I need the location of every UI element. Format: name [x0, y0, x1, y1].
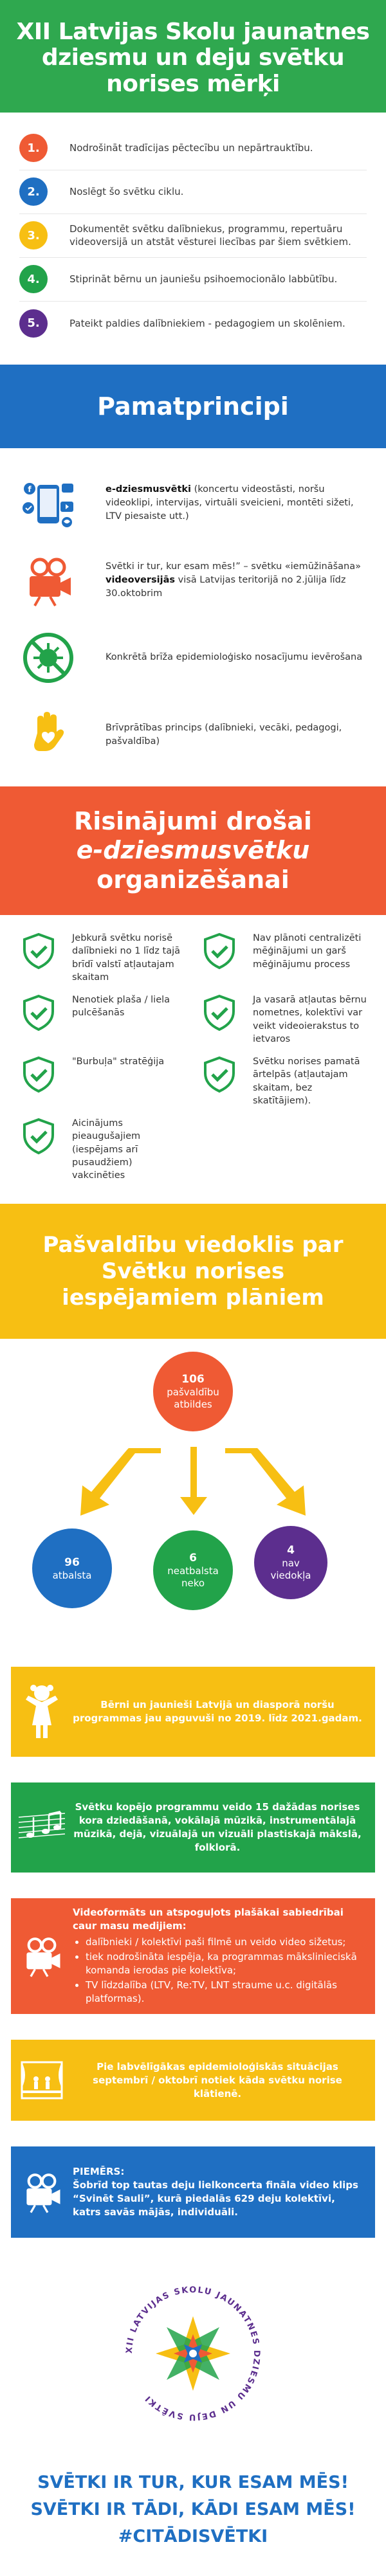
support-circle — [32, 1528, 112, 1608]
principles-section — [0, 365, 386, 786]
stage-icon — [11, 2060, 73, 2101]
no-opinion-label: nav viedokļa — [270, 1557, 311, 1582]
municipal-header — [0, 1204, 386, 1339]
goal-item-5 — [19, 302, 367, 345]
participants-band — [11, 1667, 375, 1757]
example-lead: PIEMĒRS: — [73, 2166, 125, 2178]
goal-text: Nodrošināt tradīcijas pēctecību un nepārtrauktību. — [69, 142, 313, 154]
shield-check-icon — [200, 932, 239, 970]
principle-item-3 — [19, 619, 363, 696]
goal-item-2 — [19, 170, 367, 214]
principle-bold: videoversijās — [106, 575, 176, 586]
solution-item-2 — [200, 932, 367, 984]
goal-number-badge: 3. — [19, 221, 48, 249]
example-text — [73, 2165, 375, 2219]
video-format-point: • tiek nodrošināta iespēja, ka programmas mākslinieciskā komanda ierodas pie kolektīva; — [86, 1950, 362, 1977]
principle-rest: visā Latvijas teritorijā no 2.jūlija līdz 30.oktobrim — [106, 575, 346, 599]
no-virus-icon — [19, 629, 77, 687]
principles-list — [0, 448, 386, 786]
video-format-point: • TV līdzdalība (LTV, Re:TV, LNT straume u.c. digitālās platformas). — [86, 1979, 362, 2006]
programme-text: Svētku kopējo programmu veido 15 dažādas norises kora dziedāšanā, vokālajā mūzikā, instrumentālajā mūzikā, dejā, vizuālajā un vizuāli plastiskajā mākslā, folklorā. — [73, 1801, 362, 1854]
solutions-title — [6, 807, 380, 895]
total-responses-circle — [153, 1352, 233, 1431]
support-label: atbalsta — [52, 1569, 92, 1581]
logo-ring-text: XII LATVIJAS SKOLU JAUNATNES DZIESMU UN DEJU SVĒTKI — [124, 2285, 262, 2422]
goals-section — [0, 0, 386, 365]
example-body: Šobrīd top tautas deju lielkoncerta fināla video klips “Svinēt Sauli”, kurā piedalās 629 deju kolektīvi, katrs savās mājās, individuāli. — [73, 2179, 358, 2218]
shield-check-icon — [200, 993, 239, 1032]
solutions-title-line2: e-dziesmusvētku — [76, 836, 310, 865]
participants-text: Bērni un jaunieši Latvijā un diasporā noršu programmas jau apguvuši no 2019. līdz 2021.gadam. — [73, 1699, 362, 1725]
goal-number-badge: 5. — [19, 309, 48, 338]
solution-item-7 — [19, 1117, 186, 1182]
goal-number-badge: 2. — [19, 177, 48, 206]
video-format-text — [73, 1906, 375, 2007]
solution-text: Jebkurā svētku norisē dalībnieki no 1 līdz tajā brīdī valstī atļautajam skaitam — [72, 932, 180, 983]
principle-rest: (koncertu videostāsti, noršu videoklipi, intervijas, virtuāli sveicieni, montēti sižeti, LTV piesaiste utt.) — [106, 484, 354, 522]
principle-text: Brīvprātības princips (dalībnieki, vecāki, pedagogi, pašvaldība) — [106, 722, 342, 747]
goal-text: Dokumentēt svētku dalībniekus, programmu, repertuāru videoversijā un atstāt vēsturei liecības par šiem svētkiem. — [69, 223, 351, 248]
video-format-band — [11, 1898, 375, 2014]
solutions-header — [0, 786, 386, 915]
principle-bold: e-dziesmusvētki — [106, 484, 191, 495]
epidemic-text: Pie labvēlīgākas epidemioloģiskās situācijas septembrī / oktobrī notiek kāda svētku norise klātienē. — [93, 2060, 342, 2100]
goal-item-1 — [19, 127, 367, 170]
hand-heart-icon — [19, 706, 77, 764]
principle-pre: Svētki ir tur, kur esam mēs!” – svētku «iemūžināšana» — [106, 561, 362, 572]
solutions-grid — [0, 915, 386, 1204]
slogan-line-1: SVĒTKI IR TUR, KUR ESAM MĒS! — [37, 2472, 349, 2493]
no-support-label: neatbalsta neko — [167, 1565, 219, 1590]
shield-check-icon — [19, 1117, 58, 1156]
solutions-title-line3: organizēšanai — [96, 865, 290, 894]
principle-text — [106, 483, 363, 523]
shield-check-icon — [19, 1055, 58, 1094]
total-responses-number: 106 — [181, 1372, 205, 1386]
principle-item-1 — [19, 465, 363, 542]
programme-band — [11, 1782, 375, 1873]
principle-item-4 — [19, 696, 363, 774]
slogan-line-2: SVĒTKI IR TĀDI, KĀDI ESAM MĒS! — [30, 2499, 356, 2520]
svg-text:f: f — [28, 484, 32, 494]
solution-text: Nenotiek plaša / liela pulcēšanās — [72, 994, 170, 1019]
goal-number-badge: 1. — [19, 134, 48, 162]
principle-item-2 — [19, 542, 363, 619]
epidemic-band — [11, 2040, 375, 2121]
solution-item-6 — [200, 1055, 367, 1108]
solutions-title-line1: Risinājumi drošai — [74, 806, 312, 835]
total-responses-label: pašvaldību atbildes — [167, 1386, 219, 1411]
municipal-flow-diagram — [0, 1339, 386, 1654]
goals-list — [0, 113, 386, 365]
festival-logo — [116, 2276, 270, 2431]
solution-item-4 — [200, 993, 367, 1046]
goal-number-badge: 4. — [19, 265, 48, 293]
no-support-circle — [153, 1530, 233, 1610]
closing-section — [0, 2270, 386, 2576]
solutions-section — [0, 786, 386, 1204]
solution-item-3 — [19, 993, 186, 1046]
music-notes-icon — [11, 1808, 73, 1847]
slogan — [0, 2469, 386, 2550]
video-format-lead: Videoformāts un atspoguļots plašākai sabiedrībai caur masu medijiem: — [73, 1906, 344, 1932]
municipal-title: Pašvaldību viedoklis par Svētku norises iespējamiem plāniem — [42, 1232, 344, 1311]
video-camera-icon — [11, 1934, 73, 1979]
video-format-point: • dalībnieki / kolektīvi paši filmē un veido video sižetus; — [86, 1936, 362, 1949]
goal-item-3 — [19, 214, 367, 258]
shield-check-icon — [19, 932, 58, 970]
goal-text: Noslēgt šo svētku ciklu. — [69, 186, 184, 198]
slogan-hashtag: #CITĀDISVĒTKI — [118, 2526, 268, 2547]
no-support-number: 6 — [189, 1551, 197, 1565]
solution-text: Ja vasarā atļautas bērnu nometnes, kolektīvi var veikt videoierakstus to ietvaros — [253, 994, 367, 1044]
child-icon — [11, 1683, 73, 1741]
solution-item-5 — [19, 1055, 186, 1108]
goals-header — [0, 0, 386, 113]
video-camera-icon — [19, 552, 77, 610]
no-opinion-number: 4 — [287, 1543, 295, 1557]
solution-text: Aicinājums pieaugušajiem (iespējams arī pusaudžiem) vakcinēties — [72, 1118, 141, 1181]
goal-text: Stiprināt bērnu un jauniešu psihoemocionālo labbūtību. — [69, 273, 338, 286]
goal-text: Pateikt paldies dalībniekiem - pedagogiem un skolēniem. — [69, 317, 345, 329]
principles-header — [0, 365, 386, 448]
support-number: 96 — [64, 1556, 80, 1569]
goals-title: XII Latvijas Skolu jaunatnes dziesmu un deju svētku norises mērķi — [16, 19, 370, 97]
principle-text — [106, 560, 363, 601]
video-format-list — [86, 1936, 362, 2006]
facts-section — [0, 1654, 386, 2270]
video-camera-icon — [11, 2170, 73, 2215]
solution-text: Nav plānoti centralizēti mēģinājumi un garš mēģinājumu process — [253, 932, 362, 970]
no-opinion-circle — [254, 1526, 327, 1599]
solution-text: "Burbuļa" stratēģija — [72, 1056, 165, 1067]
municipal-section — [0, 1204, 386, 1654]
social-media-icon — [19, 475, 77, 532]
solution-text: Svētku norises pamatā ārtelpās (atļautajam skaitam, bez skatītājiem). — [253, 1056, 360, 1106]
example-band — [11, 2146, 375, 2238]
goal-item-4 — [19, 258, 367, 302]
principles-title: Pamatprincipi — [97, 392, 289, 421]
shield-check-icon — [19, 993, 58, 1032]
shield-check-icon — [200, 1055, 239, 1094]
solution-item-1 — [19, 932, 186, 984]
principle-text: Konkrētā brīža epidemioloģisko nosacījumu ievērošana — [106, 652, 363, 663]
